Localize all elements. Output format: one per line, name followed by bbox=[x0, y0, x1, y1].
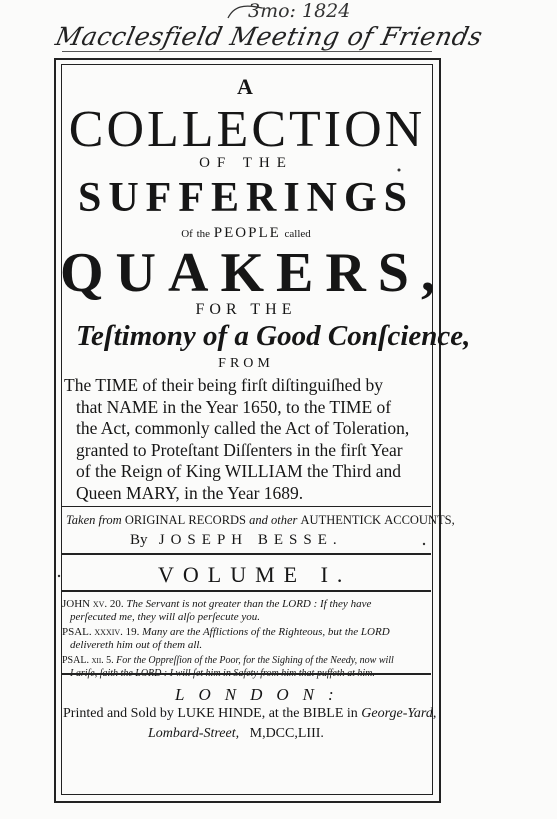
at-the-words: at the bbox=[268, 706, 300, 721]
quote-text: perſecuted me, they will alſo perſecute you. bbox=[70, 610, 260, 623]
quote-reference: PSAL. xxxiv. 19. bbox=[62, 626, 140, 639]
in-word: in bbox=[346, 706, 358, 721]
title-quakers: QUAKERS, bbox=[60, 242, 447, 304]
quote-line bbox=[62, 598, 430, 611]
lombard-street: Lombard-Street, bbox=[148, 726, 240, 741]
divider-rule bbox=[61, 673, 431, 675]
imprint-address-line bbox=[148, 726, 324, 742]
title-for-the: FOR THE bbox=[195, 301, 297, 318]
of-word: Of bbox=[181, 228, 193, 240]
subtitle-paragraph bbox=[64, 375, 432, 504]
and-other-words: and other bbox=[249, 513, 298, 527]
divider-rule bbox=[61, 553, 431, 555]
imprint-year: M,DCC,LIII. bbox=[249, 726, 324, 741]
volume-label: VOLUME I. bbox=[158, 562, 352, 587]
divider-rule bbox=[61, 506, 431, 507]
ink-speck bbox=[55, 572, 63, 580]
inscription-underline bbox=[62, 51, 432, 52]
author-name: JOSEPH BESSE. bbox=[158, 532, 343, 548]
printed-sold-words: Printed and Sold by bbox=[63, 706, 174, 721]
quote-reference: PSAL. xii. 5. bbox=[62, 654, 114, 666]
scripture-quotes bbox=[62, 598, 430, 680]
paragraph-line: The TIME of their being firſt diſtinguiſhed by bbox=[64, 375, 383, 395]
called-word: called bbox=[284, 228, 311, 240]
quote-reference: JOHN xv. 20. bbox=[62, 598, 124, 610]
imprint-city: LONDON: bbox=[175, 685, 348, 704]
bible-sign: BIBLE bbox=[302, 706, 344, 721]
title-collection: COLLECTION bbox=[68, 101, 426, 158]
paragraph-line: the Act, commonly called the Act of Toleration, bbox=[76, 418, 410, 438]
paragraph-line: granted to Proteſtant Diſſenters in the firſt Year bbox=[76, 439, 403, 460]
quote-text: Many are the Afflictions of the Righteous, but the LORD bbox=[142, 626, 390, 639]
authentick-word: AUTHENTICK bbox=[300, 513, 382, 527]
ink-speck bbox=[395, 166, 403, 174]
original-word: ORIGINAL bbox=[124, 513, 186, 527]
taken-word: Taken bbox=[66, 513, 96, 527]
quote-text: For the Oppreſſion of the Poor, for the Sighing of the Needy, now will bbox=[116, 654, 394, 666]
title-a: A bbox=[237, 74, 255, 99]
by-word: By bbox=[130, 532, 148, 548]
title-sufferings: SUFFERINGS bbox=[77, 175, 415, 221]
printer-name: LUKE HINDE, bbox=[177, 706, 266, 721]
ink-speck bbox=[420, 540, 428, 548]
the-word: the bbox=[196, 228, 211, 240]
handwritten-date: 3mo: 1824 bbox=[248, 0, 351, 22]
title-testimony: Teſtimony of a Good Conſcience, bbox=[76, 320, 471, 352]
quote-text: The Servant is not greater than the LORD : If they have bbox=[126, 598, 372, 610]
george-yard: George-Yard, bbox=[361, 706, 437, 721]
imprint-printer-line bbox=[63, 706, 436, 722]
quote-line bbox=[62, 655, 430, 668]
paragraph-line: Queen MARY, in the Year 1689. bbox=[76, 482, 304, 503]
records-word: RECORDS bbox=[188, 513, 247, 527]
divider-rule bbox=[61, 590, 431, 592]
sources-line bbox=[66, 513, 455, 528]
title-of-the: OF THE bbox=[199, 155, 293, 171]
title-from: FROM bbox=[218, 356, 274, 371]
title-of-the-people-called bbox=[61, 225, 431, 242]
handwritten-inscription: Macclesfield Meeting of Friends bbox=[53, 22, 486, 51]
quote-line bbox=[62, 611, 430, 624]
quote-line bbox=[62, 626, 430, 639]
paragraph-line: of the Reign of King WILLIAM the Third and bbox=[76, 461, 401, 481]
from-word: from bbox=[98, 513, 122, 527]
quote-text: delivereth him out of them all. bbox=[70, 639, 203, 652]
people-word: PEOPLE bbox=[213, 225, 281, 241]
accounts-word: ACCOUNTS, bbox=[384, 513, 455, 527]
author-line bbox=[130, 532, 343, 549]
paragraph-line: that NAME in the Year 1650, to the TIME of bbox=[76, 396, 392, 417]
quote-line bbox=[62, 639, 430, 652]
